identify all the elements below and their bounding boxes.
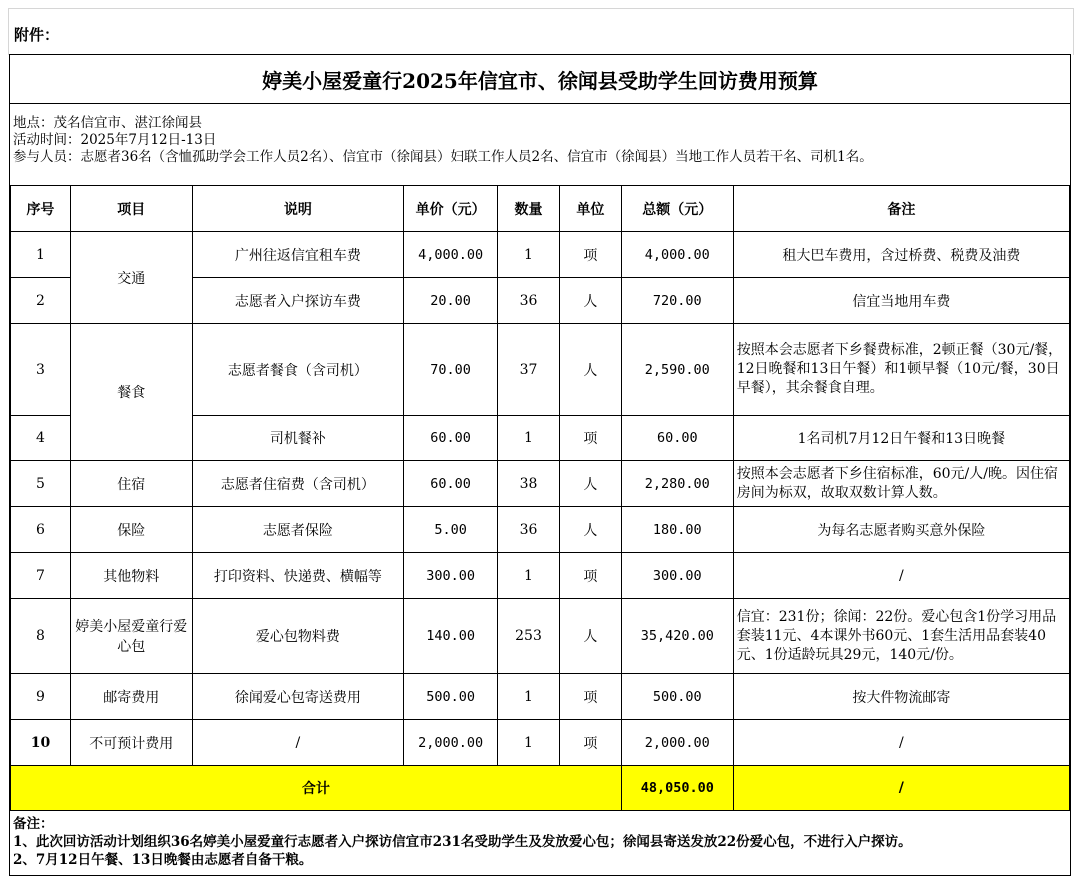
row-desc: 打印资料、快递费、横幅等 [192,553,404,599]
row-remark: 信宜当地用车费 [733,278,1069,324]
table-row [11,324,1070,416]
row-desc: 志愿者保险 [192,507,404,553]
row-unit: 人 [559,507,621,553]
row-total: 2,590.00 [621,324,733,416]
header-desc: 说明 [192,186,404,232]
header-unit: 单位 [559,186,621,232]
attachment-label: 附件： [14,26,60,44]
row-seq: 9 [11,674,71,720]
header-seq: 序号 [11,186,71,232]
row-remark: 按照本会志愿者下乡住宿标准，60元/人/晚。因住宿房间为标双，故取双数计算人数。 [733,461,1069,507]
row-qty: 1 [498,416,560,461]
row-desc: 爱心包物料费 [192,599,404,674]
row-desc: 广州往返信宜租车费 [192,232,404,278]
sheet-title: 婷美小屋爱童行2025年信宜市、徐闻县受助学生回访费用预算 [10,55,1070,104]
row-remark: 按大件物流邮寄 [733,674,1069,720]
header-frame [8,8,1074,55]
table-row [11,599,1070,674]
row-qty: 37 [498,324,560,416]
row-price: 70.00 [404,324,498,416]
row-qty: 1 [498,232,560,278]
row-item: 邮寄费用 [70,674,192,720]
row-qty: 38 [498,461,560,507]
info-time: 活动时间：2025年7月12日-13日 [13,132,217,148]
row-desc: 志愿者餐食（含司机） [192,324,404,416]
row-total: 4,000.00 [621,232,733,278]
row-total: 2,000.00 [621,720,733,766]
row-seq: 2 [11,278,71,324]
info-location: 地点：茂名信宜市、湛江徐闻县 [13,115,202,131]
row-total: 180.00 [621,507,733,553]
row-remark: 按照本会志愿者下乡餐费标准，2顿正餐（30元/餐，12日晚餐和13日午餐）和1顿早餐（10元/餐，30日早餐），其余餐食自理。 [733,324,1069,416]
row-unit: 项 [559,232,621,278]
header-item: 项目 [70,186,192,232]
total-label: 合计 [11,766,622,811]
notes-block [13,815,912,869]
row-remark: 1名司机7月12日午餐和13日晚餐 [733,416,1069,461]
total-amount: 48,050.00 [621,766,733,811]
row-desc: 志愿者住宿费（含司机） [192,461,404,507]
row-unit: 人 [559,324,621,416]
table-row [11,720,1070,766]
row-desc: 司机餐补 [192,416,404,461]
row-desc: 志愿者入户探访车费 [192,278,404,324]
row-qty: 1 [498,674,560,720]
table-row [11,507,1070,553]
row-remark: / [733,720,1069,766]
row-remark: 为每名志愿者购买意外保险 [733,507,1069,553]
row-seq: 1 [11,232,71,278]
info-block [13,115,873,166]
row-unit: 人 [559,461,621,507]
row-total: 500.00 [621,674,733,720]
notes-heading: 备注： [13,816,54,832]
row-unit: 项 [559,674,621,720]
row-price: 20.00 [404,278,498,324]
row-qty: 253 [498,599,560,674]
row-unit: 项 [559,416,621,461]
row-item: 婷美小屋爱童行爱心包 [70,599,192,674]
row-total: 2,280.00 [621,461,733,507]
row-remark: 信宜：231份；徐闻：22份。爱心包含1份学习用品套装11元、4本课外书60元、1套生活用品套装40元、1份适龄玩具29元，140元/份。 [733,599,1069,674]
row-remark: / [733,553,1069,599]
row-item: 住宿 [70,461,192,507]
row-seq: 10 [11,720,71,766]
total-row [11,766,1070,811]
row-total: 720.00 [621,278,733,324]
row-seq: 4 [11,416,71,461]
row-seq: 3 [11,324,71,416]
row-price: 140.00 [404,599,498,674]
row-item: 不可预计费用 [70,720,192,766]
row-unit: 人 [559,278,621,324]
budget-sheet [9,54,1071,876]
row-item: 其他物料 [70,553,192,599]
row-price: 60.00 [404,461,498,507]
row-price: 2,000.00 [404,720,498,766]
table-row [11,553,1070,599]
header-qty: 数量 [498,186,560,232]
header-remark: 备注 [733,186,1069,232]
info-participants: 参与人员：志愿者36名（含恤孤助学会工作人员2名）、信宜市（徐闻县）妇联工作人员2名、信宜市（徐闻县）当地工作人员若干名、司机1名。 [13,149,873,165]
table-row [11,461,1070,507]
row-seq: 6 [11,507,71,553]
row-remark: 租大巴车费用，含过桥费、税费及油费 [733,232,1069,278]
row-total: 300.00 [621,553,733,599]
table-row [11,232,1070,278]
table-header-row [11,186,1070,232]
row-price: 4,000.00 [404,232,498,278]
note-item: 2、7月12日午餐、13日晚餐由志愿者自备干粮。 [13,852,313,868]
row-price: 60.00 [404,416,498,461]
note-item: 1、此次回访活动计划组织36名婷美小屋爱童行志愿者入户探访信宜市231名受助学生及发放爱心包；徐闻县寄送发放22份爱心包，不进行入户探访。 [13,834,912,850]
row-unit: 人 [559,599,621,674]
row-total: 60.00 [621,416,733,461]
row-price: 300.00 [404,553,498,599]
row-item: 交通 [70,232,192,324]
row-seq: 5 [11,461,71,507]
table-row [11,674,1070,720]
row-desc: / [192,720,404,766]
row-qty: 36 [498,507,560,553]
row-total: 35,420.00 [621,599,733,674]
row-price: 500.00 [404,674,498,720]
budget-table [10,185,1070,811]
total-remark: / [733,766,1069,811]
row-unit: 项 [559,720,621,766]
row-item: 保险 [70,507,192,553]
row-price: 5.00 [404,507,498,553]
row-unit: 项 [559,553,621,599]
row-item: 餐食 [70,324,192,461]
row-qty: 36 [498,278,560,324]
row-qty: 1 [498,553,560,599]
row-qty: 1 [498,720,560,766]
row-seq: 8 [11,599,71,674]
header-price: 单价（元） [404,186,498,232]
header-total: 总额（元） [621,186,733,232]
row-desc: 徐闻爱心包寄送费用 [192,674,404,720]
row-seq: 7 [11,553,71,599]
